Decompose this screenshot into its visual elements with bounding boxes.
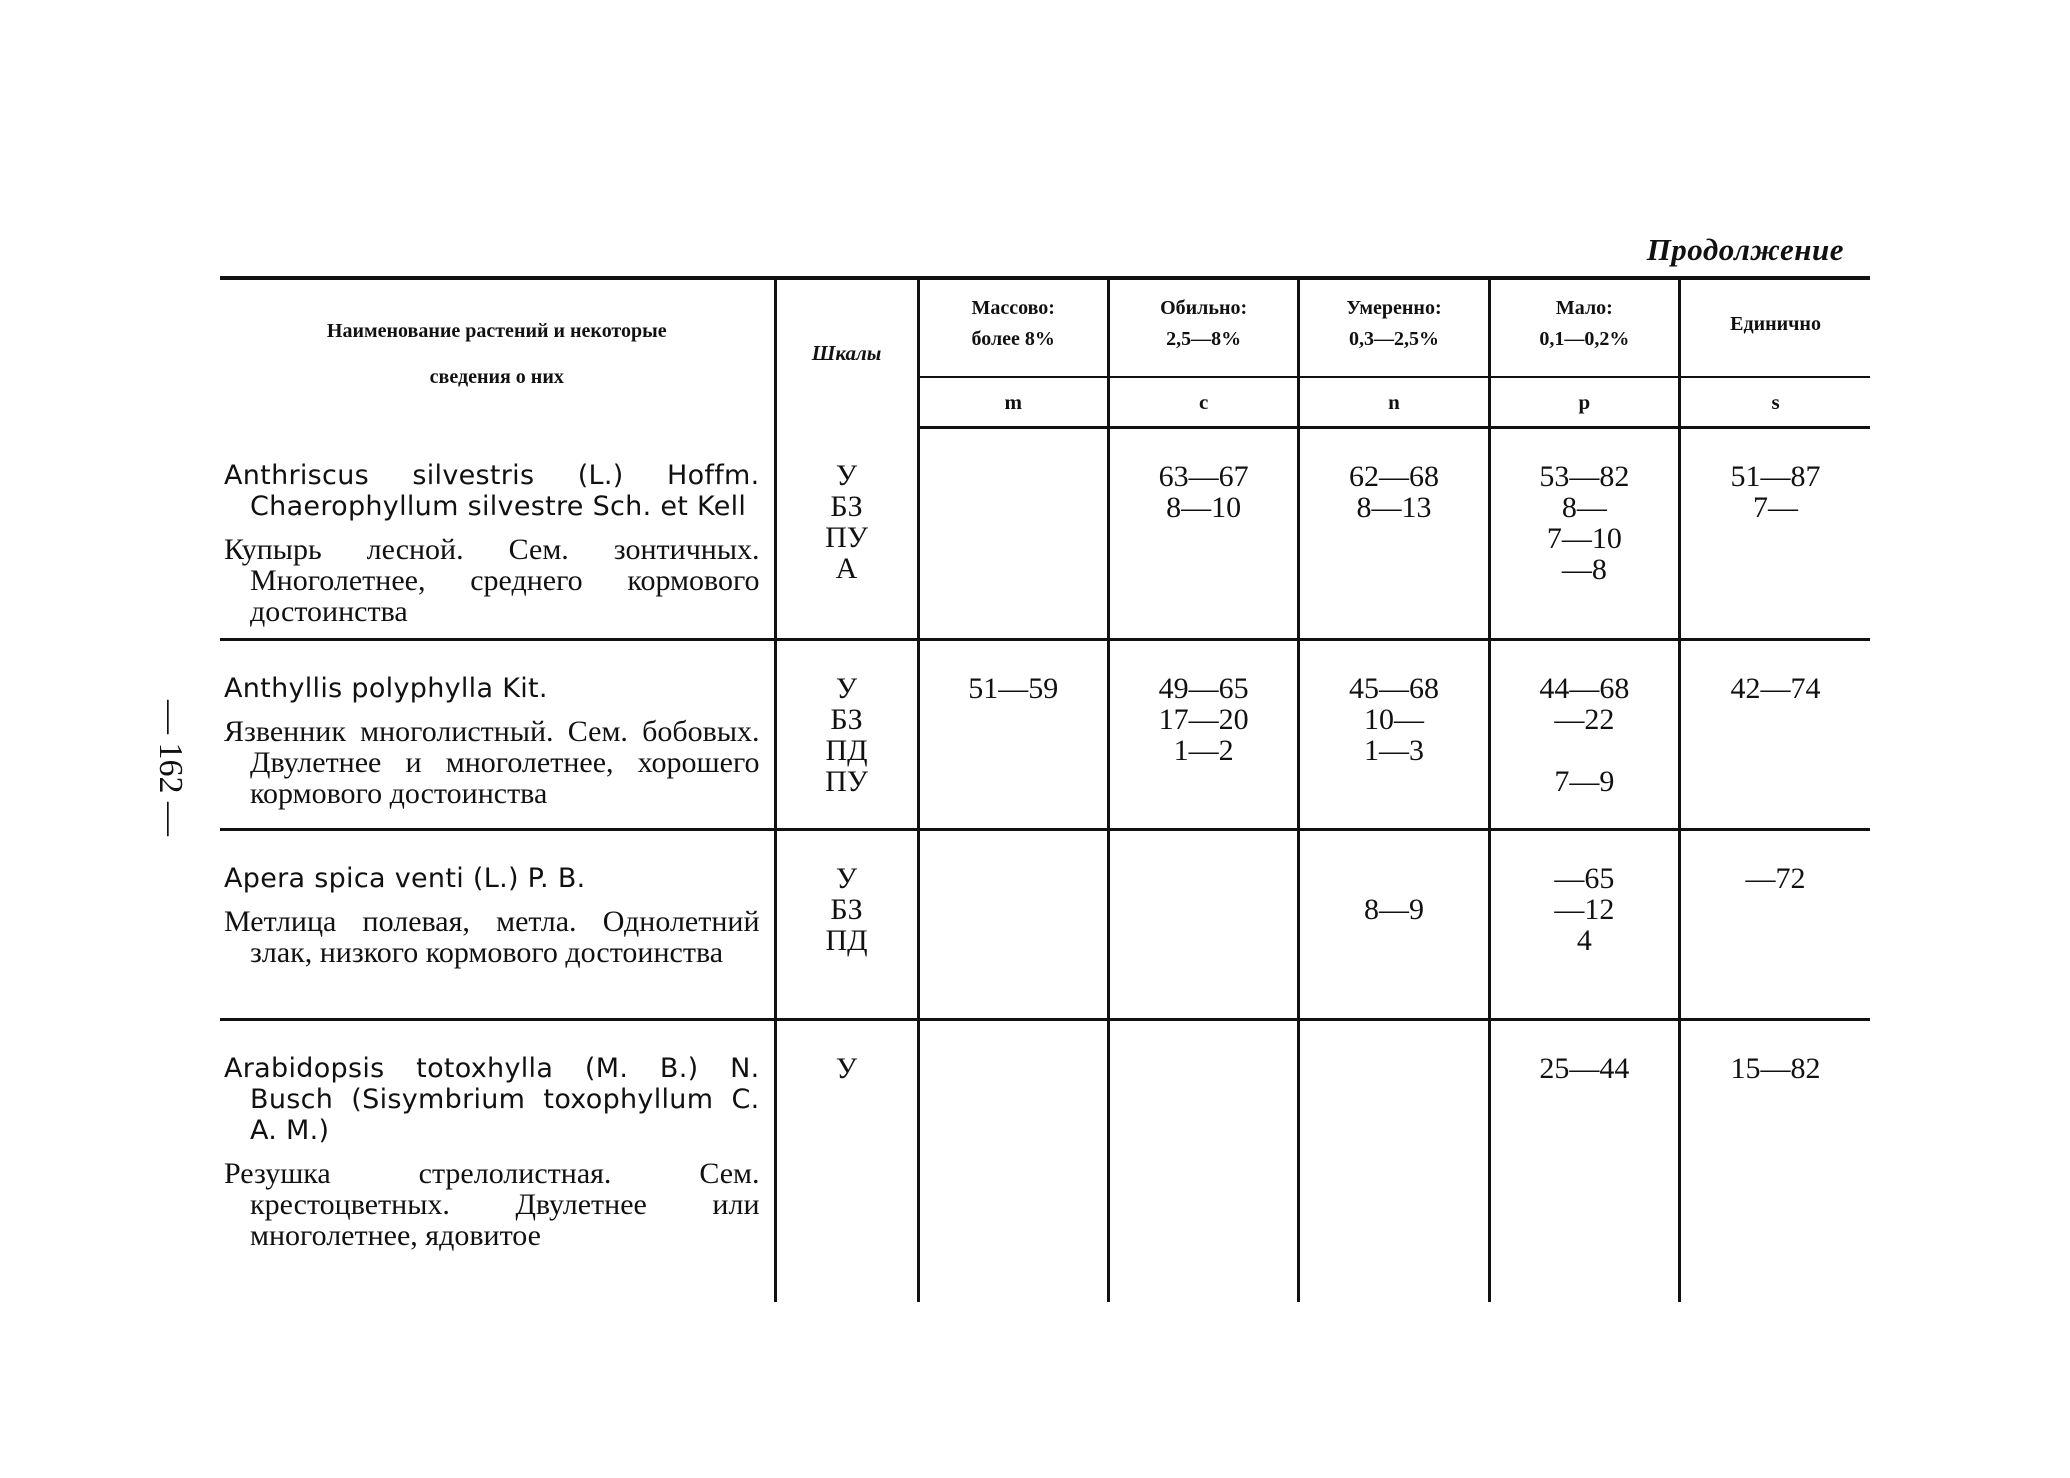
range-value: 17—20 bbox=[1158, 703, 1249, 736]
value-cell-s bbox=[1680, 1020, 1870, 1302]
freq-label: Мало: bbox=[1555, 297, 1613, 319]
range-value: 63—67 bbox=[1158, 460, 1249, 493]
value-cell-m bbox=[918, 428, 1108, 640]
scale-code: ПУ bbox=[825, 765, 868, 798]
value-cell-n bbox=[1299, 830, 1489, 1020]
freq-range: 2,5—8% bbox=[1166, 328, 1242, 350]
range-value: —12 bbox=[1554, 893, 1615, 926]
range-value: 7— bbox=[1753, 491, 1799, 524]
plant-name-cell bbox=[220, 428, 775, 640]
scales-cell bbox=[775, 640, 918, 830]
range-value: —65 bbox=[1554, 862, 1615, 895]
plant-table-container bbox=[220, 276, 1870, 1302]
freq-header-abundant bbox=[1108, 278, 1298, 377]
freq-label: Обильно: bbox=[1160, 297, 1248, 319]
plant-table bbox=[220, 276, 1870, 1302]
scale-code: БЗ bbox=[830, 893, 863, 926]
plant-name-cell bbox=[220, 830, 775, 1020]
range-value: 10— bbox=[1363, 703, 1424, 736]
latin-name: Apera spica venti (L.) P. B. bbox=[224, 863, 586, 894]
freq-range: 0,3—2,5% bbox=[1348, 328, 1439, 350]
range-value: —72 bbox=[1745, 862, 1806, 895]
russian-description: Метлица полевая, метла. Однолетний злак, низкого кормового достоинства bbox=[224, 905, 760, 969]
freq-label: Единично bbox=[1730, 312, 1821, 335]
plant-name-cell bbox=[220, 640, 775, 830]
range-value: —22 bbox=[1554, 703, 1615, 736]
page-number: — 162 — bbox=[152, 700, 189, 836]
table-header bbox=[220, 278, 1870, 428]
value-cell-s bbox=[1680, 830, 1870, 1020]
russian-description: Купырь лесной. Сем. зонтичных. Многолетнее, среднего кормового достоинства bbox=[224, 532, 760, 628]
scales-cell bbox=[775, 428, 918, 640]
range-value: 42—74 bbox=[1730, 672, 1821, 705]
range-value: 51—87 bbox=[1730, 460, 1821, 493]
scale-code: У bbox=[835, 458, 858, 492]
value-cell-n bbox=[1299, 1020, 1489, 1302]
scale-code: ПД bbox=[825, 734, 868, 767]
letter-s: s bbox=[1680, 377, 1870, 428]
range-value: —8 bbox=[1561, 553, 1607, 586]
value-cell-s bbox=[1680, 428, 1870, 640]
latin-name: Anthriscus silvestris (L.) Hoffm. Chaerophyllum silvestre Sch. et Kell bbox=[224, 459, 760, 522]
scale-code: У bbox=[835, 862, 858, 895]
range-value: 62—68 bbox=[1348, 460, 1439, 493]
range-value: 8—9 bbox=[1363, 893, 1424, 926]
continuation-label: Продолжение bbox=[1646, 232, 1844, 267]
letter-n: n bbox=[1299, 377, 1489, 428]
value-cell-c bbox=[1108, 830, 1298, 1020]
range-value: 1—3 bbox=[1363, 734, 1424, 767]
value-cell-n bbox=[1299, 640, 1489, 830]
name-header-line-1: Наименование растений и некоторые bbox=[326, 319, 667, 342]
table-body bbox=[220, 428, 1870, 1302]
range-value: 44—68 bbox=[1539, 672, 1630, 705]
table-row bbox=[220, 428, 1870, 640]
freq-header-massive bbox=[918, 278, 1108, 377]
letter-p: p bbox=[1489, 377, 1679, 428]
freq-label: Массово: bbox=[971, 297, 1055, 319]
freq-header-moderate bbox=[1299, 278, 1489, 377]
value-cell-c bbox=[1108, 1020, 1298, 1302]
value-cell-c bbox=[1108, 428, 1298, 640]
range-value: 51—59 bbox=[968, 672, 1059, 705]
scale-column-header: Шкалы bbox=[775, 278, 918, 428]
scale-code: У bbox=[835, 672, 858, 705]
scale-code: БЗ bbox=[830, 489, 863, 523]
scale-code: ПУ bbox=[825, 520, 868, 554]
russian-description: Резушка стрелолистная. Сем. крестоцветных. Двулетнее или многолетнее, ядовитое bbox=[224, 1157, 760, 1252]
value-cell-c bbox=[1108, 640, 1298, 830]
scale-code: А bbox=[835, 551, 858, 585]
range-value bbox=[1300, 863, 1487, 894]
freq-label: Умеренно: bbox=[1346, 297, 1442, 319]
name-header-line-2: сведения о них bbox=[429, 365, 564, 388]
range-value: 15—82 bbox=[1730, 1052, 1821, 1085]
scale-code: У bbox=[835, 1052, 858, 1085]
range-value: 8— bbox=[1561, 491, 1607, 524]
range-value: 45—68 bbox=[1348, 672, 1439, 705]
value-cell-s bbox=[1680, 640, 1870, 830]
freq-range: более 8% bbox=[971, 328, 1055, 350]
freq-header-few bbox=[1489, 278, 1679, 377]
range-value: 4 bbox=[1576, 924, 1592, 957]
latin-name: Arabidopsis totoxhylla (M. B.) N. Busch (Sisymbrium toxophyllum C. A. M.) bbox=[224, 1053, 760, 1146]
letter-c: c bbox=[1108, 377, 1298, 428]
range-value: 7—10 bbox=[1546, 522, 1622, 555]
scales-cell bbox=[775, 1020, 918, 1302]
range-value: 49—65 bbox=[1158, 672, 1249, 705]
scales-cell bbox=[775, 830, 918, 1020]
range-value: 25—44 bbox=[1539, 1052, 1630, 1085]
value-cell-m bbox=[918, 1020, 1108, 1302]
range-value: 53—82 bbox=[1539, 460, 1630, 493]
russian-description: Язвенник многолистный. Сем. бобовых. Двулетнее и многолетнее, хорошего кормового достоинства bbox=[224, 715, 760, 810]
value-cell-m bbox=[918, 640, 1108, 830]
range-value: 8—10 bbox=[1166, 491, 1242, 524]
range-value: 1—2 bbox=[1173, 734, 1234, 767]
value-cell-p bbox=[1489, 640, 1679, 830]
plant-name-cell bbox=[220, 1020, 775, 1302]
range-value: 8—13 bbox=[1356, 491, 1432, 524]
latin-name: Anthyllis polyphylla Kit. bbox=[224, 673, 548, 704]
freq-range: 0,1—0,2% bbox=[1539, 328, 1630, 350]
range-value bbox=[1491, 735, 1678, 766]
freq-header-single bbox=[1680, 278, 1870, 377]
range-value: 7—9 bbox=[1554, 765, 1615, 798]
value-cell-p bbox=[1489, 830, 1679, 1020]
value-cell-n bbox=[1299, 428, 1489, 640]
table-row bbox=[220, 1020, 1870, 1302]
value-cell-p bbox=[1489, 1020, 1679, 1302]
table-row bbox=[220, 640, 1870, 830]
letter-m: m bbox=[918, 377, 1108, 428]
scale-code: БЗ bbox=[830, 703, 863, 736]
scale-code: ПД bbox=[825, 924, 868, 957]
value-cell-m bbox=[918, 830, 1108, 1020]
value-cell-p bbox=[1489, 428, 1679, 640]
name-column-header bbox=[220, 278, 775, 428]
table-row bbox=[220, 830, 1870, 1020]
